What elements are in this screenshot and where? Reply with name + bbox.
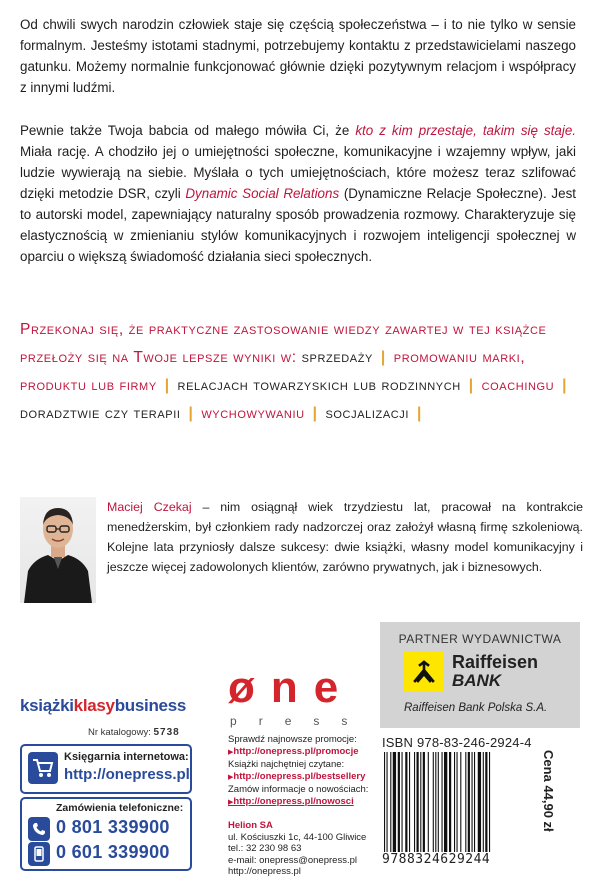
info-label: Zamów informacje o nowościach: xyxy=(228,784,369,795)
shop-label: Księgarnia internetowa: xyxy=(64,751,189,763)
author-portrait-icon xyxy=(20,497,96,603)
author-bio-text: – nim osiągnął wiek trzydziestu lat, pracował na kontrakcie menedżerskim, był członkiem rady nadzorczej oraz założył własną firmę szkoleniową. Kolejne lata przyniosły dalsze sukcesy: dwie książki, własny model komunikacyjny i jeszcze więcej zadowolonych klientów, zarówno prywatnych, jak i biznesowych. xyxy=(107,500,583,574)
promo-separator: | xyxy=(312,405,318,422)
barcode-bar xyxy=(478,752,481,852)
barcode-bar xyxy=(438,752,439,852)
intro-paragraph-1: Od chwili swych narodzin człowiek staje się częścią społeczeństwa – i to nie tylko w sensie formalnym. Jesteśmy istotami stadnymi, potrzebujemy kontaktu z przedstawicielami naszego gatunku. Możemy normalnie funkcjonować głównie dzięki pozytywnym relacjom i współpracy z innymi ludźmi. xyxy=(20,17,576,95)
barcode-bar xyxy=(409,752,410,852)
logo-letter: r xyxy=(258,714,265,728)
promo-lead: Przekonaj się, że praktyczne zastosowanie wiedzy zawartej w tej książce przełoży się na Twoje lepsze wyniki w: xyxy=(20,321,547,366)
promo-item: doradztwie czy terapii xyxy=(20,405,181,422)
logo-letter: n xyxy=(270,663,298,712)
publisher-links xyxy=(228,734,378,809)
phone-icon xyxy=(28,817,50,841)
barcode-bar xyxy=(435,752,436,852)
onepress-logo xyxy=(228,663,358,728)
helion-email: e-mail: onepress@onepress.pl xyxy=(228,854,357,866)
intro-text: Miała rację. A chodziło jej o umiejętności społeczne, komunikacyjne i wzajemny wpływ, jaki ludzie wywierają na siebie. Myślała o tych umiejętnościach, które możesz teraz szlifować dzięki metodzie DSR, czyli xyxy=(20,144,576,201)
promo-separator: | xyxy=(468,377,474,394)
barcode-bar xyxy=(442,752,443,852)
barcode-bar xyxy=(387,752,388,852)
barcode-bar xyxy=(414,752,415,852)
promo-separator: | xyxy=(188,405,194,422)
promo-separator: | xyxy=(416,405,422,422)
phone-orders-box xyxy=(20,797,192,871)
barcode-bar xyxy=(420,752,421,852)
barcode-bar xyxy=(468,752,470,852)
phone-label: Zamówienia telefoniczne: xyxy=(56,802,184,814)
barcode-bar xyxy=(485,752,487,852)
barcode-bar xyxy=(465,752,466,852)
promo-separator: | xyxy=(562,377,568,394)
partner-subtitle: Raiffeisen Bank Polska S.A. xyxy=(404,702,548,714)
catalog-label: Nr katalogowy: xyxy=(88,727,151,738)
promo-separator: | xyxy=(380,349,386,366)
barcode-bar xyxy=(384,752,385,852)
barcode-bar xyxy=(390,752,391,852)
barcode-bar xyxy=(417,752,419,852)
logo-letter: ø xyxy=(228,663,255,712)
info-label: Sprawdź najnowsze promocje: xyxy=(228,734,357,745)
promo-item: sprzedaży xyxy=(301,349,373,366)
logo-letter: s xyxy=(313,714,322,728)
barcode-bar xyxy=(428,752,429,852)
promo-item: wychowywaniu xyxy=(201,405,305,422)
isbn-label: ISBN 978-83-246-2924-4 xyxy=(382,735,532,750)
promo-separator: | xyxy=(164,377,170,394)
press-letters xyxy=(230,714,349,728)
barcode-bar xyxy=(398,752,400,852)
partner-brand: Raiffeisen xyxy=(452,652,539,672)
logo-letter: p xyxy=(230,714,239,728)
price-label: Cena 44,90 zł xyxy=(541,750,556,832)
helion-tel: tel.: 32 230 98 63 xyxy=(228,843,302,854)
raiffeisen-crossed-horses-icon xyxy=(404,652,444,692)
shop-url-link[interactable]: http://onepress.pl xyxy=(64,766,190,783)
promo-item: relacjach towarzyskich lub rodzinnych xyxy=(177,377,461,394)
partner-title: PARTNER WYDAWNICTWA xyxy=(398,632,562,646)
barcode-bar xyxy=(405,752,407,852)
partner-brand-bank: BANK xyxy=(452,671,502,690)
barcode-bar xyxy=(402,752,403,852)
helion-web: http://onepress.pl xyxy=(228,866,301,877)
catalog-number xyxy=(88,727,180,738)
barcode-bar xyxy=(489,752,490,852)
series-logo xyxy=(20,696,186,716)
barcode-bar xyxy=(483,752,484,852)
barcode-bar xyxy=(393,752,396,852)
helion-address xyxy=(228,820,378,878)
intro-text: Pewnie także Twoja babcia od małego mówiła Ci, że xyxy=(20,123,356,138)
barcode-bar xyxy=(423,752,425,852)
barcode-bar xyxy=(474,752,475,852)
dsr-term: Dynamic Social Relations xyxy=(185,186,340,201)
barcode-bar xyxy=(454,752,455,852)
promo-item: promowaniu marki, produktu lub firmy xyxy=(20,349,526,394)
online-shop-box[interactable] xyxy=(20,744,192,794)
series-part: klasy xyxy=(73,696,115,715)
author-photo xyxy=(20,497,96,603)
barcode-bar xyxy=(433,752,434,852)
info-label: Książki najchętniej czytane: xyxy=(228,759,345,770)
barcode-digits: 9788324629244 xyxy=(382,852,491,867)
promo-item: socjalizacji xyxy=(325,405,410,422)
barcode-image xyxy=(382,752,532,852)
helion-street: ul. Kościuszki 1c, 44-100 Gliwice xyxy=(228,831,367,843)
logo-letter: e xyxy=(313,663,339,712)
promo-item: coachingu xyxy=(481,377,555,394)
promotions-link[interactable]: ▶ http://onepress.pl/promocje xyxy=(228,746,378,759)
news-link[interactable]: ▶ http://onepress.pl/nowosci xyxy=(228,796,378,809)
barcode-bar xyxy=(472,752,473,852)
mobile-phone-icon xyxy=(28,842,50,866)
phone-number-mobile[interactable]: 0 601 339900 xyxy=(56,842,170,862)
phone-number-landline[interactable]: 0 801 339900 xyxy=(56,817,170,837)
intro-text: (Dynamiczne Relacje Społeczne). Jest to autorski model, zapewniający naturalny sposób prowadzenia rozmowy. Charakteryzuje się elastycznością w zmienianiu stylów komunikacyjnych i rozwojem inteligencji społecznej w oparciu o większą świadomość działania sieci społecznych. xyxy=(20,186,576,264)
bestsellers-link[interactable]: ▶ http://onepress.pl/bestsellery xyxy=(228,771,378,784)
barcode-bar xyxy=(449,752,451,852)
author-bio xyxy=(107,497,583,577)
barcode-bar xyxy=(444,752,447,852)
barcode-bar xyxy=(457,752,458,852)
logo-letter: e xyxy=(284,714,294,728)
logo-letter: s xyxy=(341,714,350,728)
series-part: business xyxy=(114,696,187,715)
barcode-bar xyxy=(460,752,461,852)
series-part: książki xyxy=(20,696,74,715)
catalog-value: 5738 xyxy=(153,727,180,738)
proverb-quote: kto z kim przestaje, takim się staje. xyxy=(355,123,576,138)
partner-box xyxy=(380,622,580,728)
helion-name: Helion SA xyxy=(228,820,273,831)
shopping-cart-icon xyxy=(28,752,58,784)
promo-block xyxy=(20,316,580,428)
author-name: Maciej Czekaj xyxy=(107,500,192,514)
one-letters xyxy=(228,663,339,712)
intro-paragraph-2 xyxy=(20,120,576,267)
